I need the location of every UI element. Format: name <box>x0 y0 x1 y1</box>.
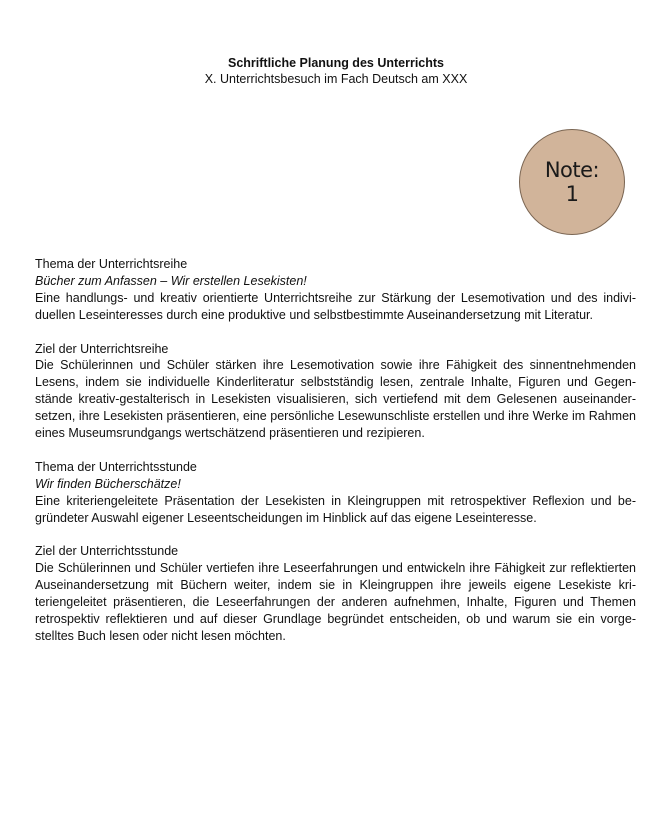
section-heading: Thema der Unterrichtsreihe <box>35 257 188 271</box>
section-heading: Ziel der Unterrichtsreihe <box>35 341 169 356</box>
section-subtitle: Wir finden Bücherschätze! <box>35 476 181 491</box>
grade-value: 1 <box>565 182 579 206</box>
grade-badge <box>519 129 625 235</box>
section-heading: Ziel der Unterrichtsstunde <box>35 544 179 559</box>
section-heading: Thema der Unterrichtsstunde <box>35 459 197 474</box>
section-reihe-ziel <box>35 341 636 442</box>
document-header <box>0 55 672 87</box>
section-body: Eine kriteriengeleitete Präsentation der Lesekisten in Kleingruppen mit retrospektiver Reflexion und begründeter Auswahl eigener Leseentscheidungen im Hinblick auf das eigene Leseinteresse. <box>35 493 636 525</box>
section-body: Die Schülerinnen und Schüler vertiefen ihre Leseerfahrungen und entwickeln ihre Fähigkeit zur reflektierten Auseinandersetzung mit Büchern weiter, indem sie in Kleingruppen ihre jeweils eigene Lesekiste kriteriengeleitet präsentieren, die Leseerfahrungen der anderen aufnehmen, Inhalte, Figuren und Themen retrospektiv reflektieren und auf dieser Grundlage begründet entscheiden, ob und warum sie ein vorgestelltes Buch lesen oder nicht lesen möchten. <box>35 561 636 643</box>
section-body: Die Schülerinnen und Schüler stärken ihre Lesemotivation sowie ihre Fähigkeit des sinnentnehmenden Lesens, indem sie individuelle Kinderliteratur selbstständig lesen, zentrale Inhalte, Figuren und Gegenstände kreativ-gestalterisch in Lesekisten visualisieren, sich vertiefend mit dem Gelesenen auseinandersetzen, ihre Lesekisten präsentieren, eine persönliche Lesewunschliste erstellen und ihre Werke im Rahmen eines Museumsrundgangs wertschätzend präsentieren und rezipieren. <box>35 358 636 441</box>
section-stunde-thema <box>35 459 636 527</box>
section-body: Eine handlungs- und kreativ orientierte Unterrichtsreihe zur Stärkung der Lesemotivation und des individuellen Leseinteresses durch eine produktive und selbstbestimmte Auseinandersetzung mit Literatur. <box>35 290 636 322</box>
document-subtitle: X. Unterrichtsbesuch im Fach Deutsch am XXX <box>204 72 468 86</box>
section-stunde-ziel <box>35 543 636 644</box>
grade-label: Note: <box>544 158 600 182</box>
document-body <box>35 256 636 662</box>
document-title: Schriftliche Planung des Unterrichts <box>227 56 444 70</box>
section-subtitle: Bücher zum Anfassen – Wir erstellen Lesekisten! <box>35 273 307 288</box>
section-reihe-thema <box>35 256 636 324</box>
